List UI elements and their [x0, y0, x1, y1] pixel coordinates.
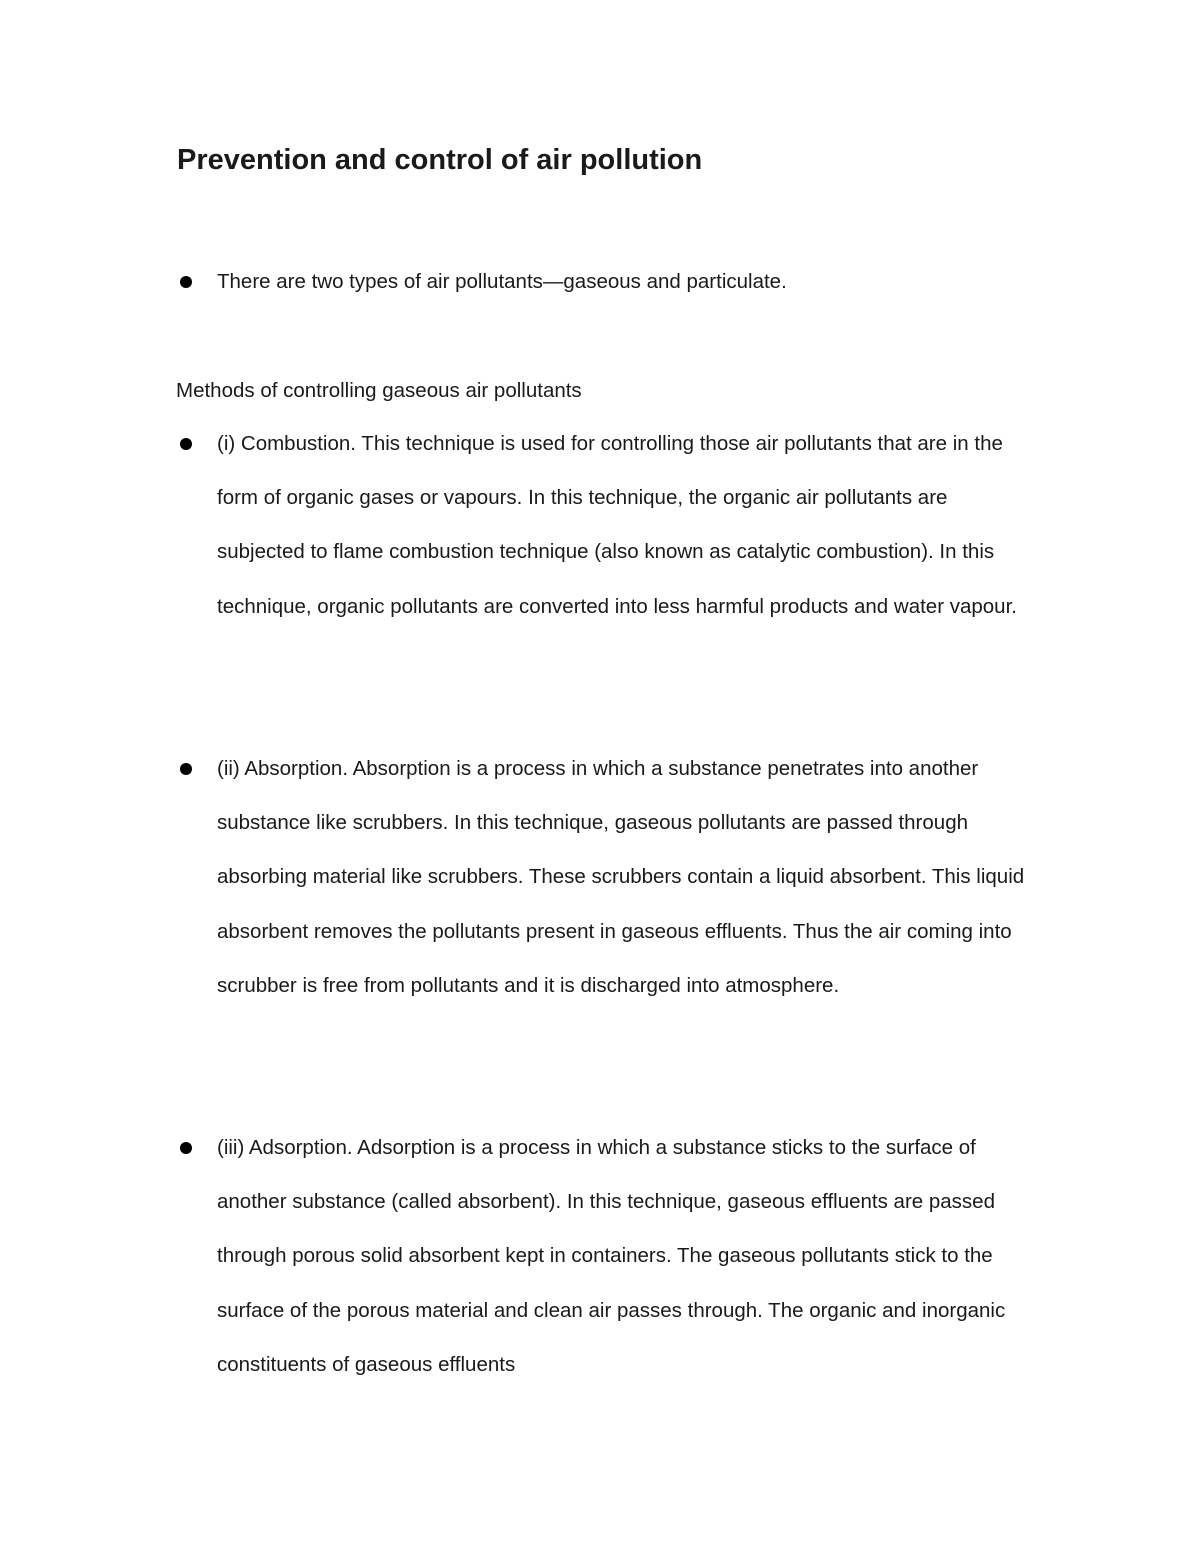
page-title: Prevention and control of air pollution: [177, 144, 703, 176]
bullet-icon: [180, 1142, 192, 1154]
bullet-icon: [180, 763, 192, 775]
bullet-icon: [180, 438, 192, 450]
method-text: (ii) Absorption. Absorption is a process in which a substance penetrates into another substance like scrubbers. In this technique, gaseous pollutants are passed through absorbing material like scrubbers. These scrubbers contain a liquid absorbent. This liquid absorbent removes the pollutants present in gaseous effluents. Thus the air coming into scrubber is free from pollutants and it is discharged into atmosphere.: [217, 757, 1025, 997]
intro-text: There are two types of air pollutants—gaseous and particulate.: [217, 270, 787, 293]
method-text: (iii) Adsorption. Adsorption is a process in which a substance sticks to the surface of another substance (called absorbent). In this technique, gaseous effluents are passed through porous solid absorbent kept in containers. The gaseous pollutants stick to the surface of the porous material and clean air passes through. The organic and inorganic constituents of gaseous effluents: [217, 1136, 1006, 1376]
method-text: (i) Combustion. This technique is used for controlling those air pollutants that are in the form of organic gases or vapours. In this technique, the organic air pollutants are subjected to flame combustion technique (also known as catalytic combustion). In this technique, organic pollutants are converted into less harmful products and water vapour.: [217, 432, 1017, 618]
section-heading: Methods of controlling gaseous air pollutants: [176, 379, 582, 402]
bullet-icon: [180, 276, 192, 288]
